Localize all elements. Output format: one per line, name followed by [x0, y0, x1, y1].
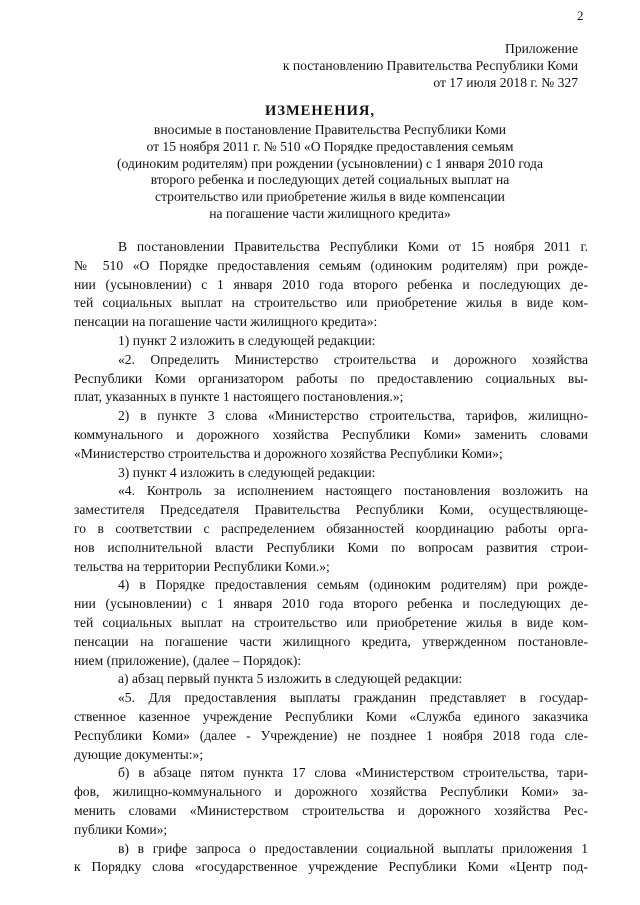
paragraph-line: нов исполнительной власти Республики Коми по вопросам развития строи-	[74, 539, 588, 555]
subtitle-line: (одиноким родителям) при рождении (усыновлении) с 1 января 2010 года	[117, 155, 543, 171]
paragraph-line: № 510 «О Порядке предоставления семьям (одиноким родителям) при рожде-	[74, 257, 588, 273]
paragraph-line: пенсации на погашение части жилищного кредита»:	[74, 314, 378, 330]
page-number: 2	[577, 8, 584, 23]
document-title: ИЗМЕНЕНИЯ,	[265, 103, 375, 119]
appendix-line: Приложение	[505, 41, 578, 56]
body-paragraph	[74, 351, 588, 407]
paragraph-line: нии (усыновлении) с 1 января 2010 года второго ребенка и последующих де-	[74, 596, 588, 612]
paragraph-line: плат, указанных в пункте 1 настоящего постановления.»;	[74, 389, 404, 405]
paragraph-line: 3) пункт 4 изложить в следующей редакции:	[118, 464, 376, 480]
body-paragraph	[74, 764, 588, 839]
paragraph-line: «2. Определить Министерство строительства и дорожного хозяйства	[118, 351, 588, 367]
paragraph-line: фов, жилищно-коммунального и дорожного хозяйства Республики Коми» за-	[74, 784, 588, 800]
body-paragraph	[74, 576, 588, 670]
paragraph-line: коммунального и дорожного хозяйства Республики Коми» заменить словами	[74, 426, 588, 442]
paragraph-line: публики Коми»;	[74, 821, 168, 837]
paragraph-line: дующие документы:»;	[74, 746, 204, 762]
paragraph-line: 4) в Порядке предоставления семьям (одиноким родителям) при рожде-	[118, 577, 588, 593]
body-paragraph	[74, 407, 588, 463]
paragraph-line: Республики Коми организатором работы по предоставлению социальных вы-	[74, 370, 588, 386]
body-paragraph	[74, 482, 588, 576]
appendix-header	[283, 40, 578, 91]
subtitle-line: на погашение части жилищного кредита»	[209, 205, 451, 221]
paragraph-line: в) в грифе запроса о предоставлении социальной выплаты приложения 1	[118, 840, 588, 856]
paragraph-line: нии (усыновлении) с 1 января 2010 года второго ребенка и последующих де-	[74, 276, 588, 292]
document-body	[74, 238, 588, 877]
appendix-line: от 17 июля 2018 г. № 327	[433, 75, 578, 90]
document-subtitle	[100, 122, 560, 223]
appendix-line: к постановлению Правительства Республики Коми	[282, 58, 578, 73]
paragraph-line: пенсации на погашение части жилищного кредита, утвержденном постановле-	[74, 633, 588, 649]
paragraph-line: тей социальных выплат на строительство или приобретение жилья в виде ком-	[74, 295, 588, 311]
paragraph-line: заместителя Председателя Правительства Республики Коми, осуществляюще-	[74, 502, 588, 518]
body-paragraph	[74, 689, 588, 764]
subtitle-line: второго ребенка и последующих детей социальных выплат на	[150, 172, 510, 188]
paragraph-line: го в соответствии с распределением обязанностей координацию работы орга-	[74, 520, 588, 536]
body-paragraph	[74, 238, 588, 332]
paragraph-line: ственное казенное учреждение Республики Коми «Служба единого заказчика	[74, 708, 588, 724]
body-paragraph	[74, 670, 588, 689]
paragraph-line: нием (приложение), (далее – Порядок):	[74, 652, 302, 668]
paragraph-line: «Министерство строительства и дорожного хозяйства Республики Коми»;	[74, 445, 503, 461]
paragraph-line: тельства на территории Республики Коми.»;	[74, 558, 330, 574]
paragraph-line: «5. Для предоставления выплаты гражданин представляет в государ-	[118, 690, 588, 706]
paragraph-line: «4. Контроль за исполнением настоящего постановления возложить на	[118, 483, 588, 499]
body-paragraph	[74, 464, 588, 483]
paragraph-line: б) в абзаце пятом пункта 17 слова «Министерством строительства, тари-	[118, 765, 588, 781]
paragraph-line: 1) пункт 2 изложить в следующей редакции:	[118, 332, 376, 348]
subtitle-line: вносимые в постановление Правительства Республики Коми	[153, 122, 507, 137]
paragraph-line: к Порядку слова «государственное учреждение Республики Коми «Центр под-	[74, 859, 588, 875]
paragraph-line: 2) в пункте 3 слова «Министерство строительства, тарифов, жилищно-	[118, 408, 588, 424]
paragraph-line: В постановлении Правительства Республики Коми от 15 ноября 2011 г.	[118, 239, 588, 254]
paragraph-line: менить словами «Министерством строительства и дорожного хозяйства Рес-	[74, 802, 588, 818]
paragraph-line: а) абзац первый пункта 5 изложить в следующей редакции:	[118, 671, 463, 687]
paragraph-line: Республики Коми» (далее - Учреждение) не позднее 1 ноября 2018 года сле-	[74, 727, 588, 743]
subtitle-line: строительство или приобретение жилья в виде компенсации	[155, 189, 505, 205]
body-paragraph	[74, 332, 588, 351]
paragraph-line: тей социальных выплат на строительство или приобретение жилья в виде ком-	[74, 614, 588, 630]
body-paragraph	[74, 840, 588, 878]
subtitle-line: от 15 ноября 2011 г. № 510 «О Порядке предоставления семьям	[146, 138, 514, 154]
